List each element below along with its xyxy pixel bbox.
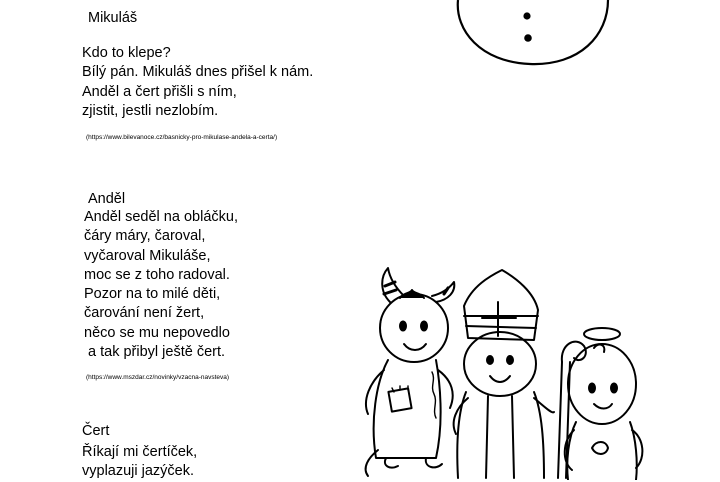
poem-cert-lines [82,443,197,482]
poem-line: čáry máry, čaroval, [84,228,206,245]
angel-eye [611,384,617,393]
source-link-mikulas: (https://www.bilevanoce.cz/basnicky-pro-mikulase-andela-a-certa/) [86,134,278,141]
bishop-eye [507,356,513,364]
devil-fur [432,372,436,418]
devil-foot [385,458,398,468]
poem-mikulas-lines [82,44,313,121]
bishop-arm [454,398,468,434]
bishop-head [464,332,536,396]
angel-hands [592,442,608,454]
bishop-mitre-band [466,326,536,328]
poem-line: Anděl a čert přišli s ním, [82,83,237,100]
poem-line: a tak přibyl ještě čert. [84,344,226,361]
devil-patch [388,388,411,411]
poem-title-mikulas: Mikuláš [88,10,138,26]
bishop-figure [454,270,554,478]
devil-horn-stripe [444,288,448,294]
bishop-mitre [464,270,538,340]
bishop-mitre-cross [482,302,516,336]
poem-line: Říkají mi čertíček, [82,444,198,460]
poem-line: Bílý pán. Mikuláš dnes přišel k nám. [82,64,314,81]
devil-eye [400,322,406,331]
poem-andel-lines [84,208,238,362]
devil-hair [400,290,424,298]
poem-line: Kdo to klepe? [82,45,171,61]
bishop-mouth [490,376,510,382]
devil-eye [421,322,427,331]
snowman-body-outline [458,0,608,64]
crozier-shaft [558,362,562,478]
devil-horn-right [432,282,454,302]
devil-horn-stripe [384,282,396,294]
angel-eye [589,384,595,393]
devil-head [380,294,448,362]
poem-line: vyčaroval Mikuláše, [84,247,211,264]
poem-line: vyplazuji jazýček. [82,463,195,480]
angel-halo [584,328,620,340]
snowman-button [524,34,532,42]
snowman-illustration [440,0,640,75]
poem-title-cert: Čert [82,423,110,439]
poem-line: zjistit, jestli nezlobím. [82,102,219,119]
devil-bishop-angel-illustration [340,262,650,480]
devil-figure [366,268,455,476]
poem-title-andel: Anděl [88,191,126,207]
devil-foot [426,458,442,467]
crozier-staff [558,342,586,478]
bishop-stole [486,396,514,478]
bishop-eye [487,356,493,364]
poem-line: čarování není žert, [84,305,205,322]
angel-hair [594,345,604,352]
poem-line: Anděl seděl na obláčku, [84,209,238,225]
source-link-andel: (https://www.mszdar.cz/novinky/vzacna-navsteva) [86,374,230,381]
snowman-button [523,12,530,19]
poem-line: Pozor na to milé děti, [84,286,221,303]
angel-head [568,344,636,424]
poem-line: něco se mu nepovedlo [84,324,230,341]
devil-mouth [404,344,426,350]
angel-mouth [594,404,612,409]
angel-figure [565,328,643,480]
poem-line: moc se z toho radoval. [84,266,230,283]
